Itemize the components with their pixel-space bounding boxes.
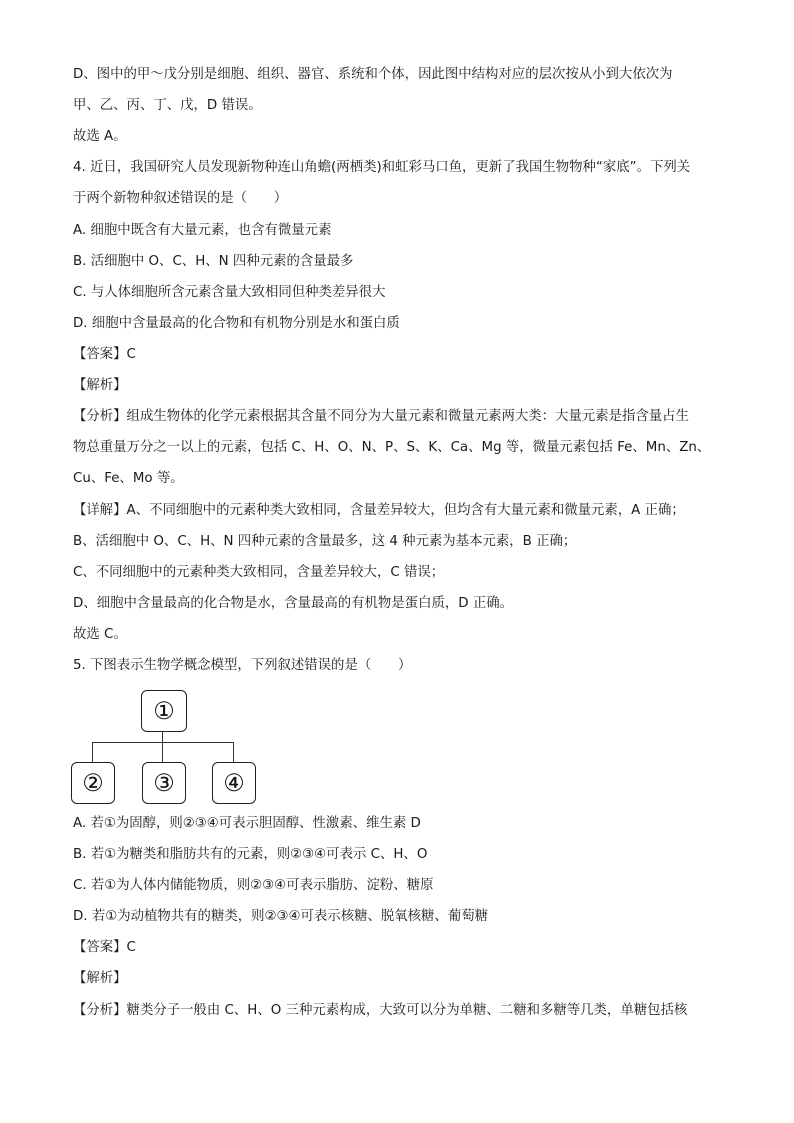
diagram-box-child: ②	[71, 762, 115, 804]
option-b: B. 活细胞中 O、C、H、N 四种元素的含量最多	[73, 254, 354, 269]
option-b: B. 若①为糖类和脂肪共有的元素，则②③④可表示 C、H、O	[73, 847, 428, 862]
connector-line	[233, 742, 234, 762]
option-a: A. 细胞中既含有大量元素，也含有微量元素	[73, 223, 332, 238]
detail-text: C、不同细胞中的元素种类大致相同，含量差异较大，C 错误；	[73, 565, 445, 580]
analysis-label: 【解析】	[73, 971, 127, 986]
analysis-text: 物总重量万分之一以上的元素，包括 C、H、O、N、P、S、K、Ca、Mg 等，微量元素包括 Fe、Mn、Zn、	[73, 440, 711, 455]
text-line: 甲、乙、丙、丁、戊，D 错误。	[73, 98, 262, 113]
analysis-text: 【分析】组成生物体的化学元素根据其含量不同分为大量元素和微量元素两大类：大量元素是指含量占生	[73, 409, 689, 424]
question-4-stem: 4. 近日，我国研究人员发现新物种连山角蟾(两栖类)和虹彩马口鱼，更新了我国生物物种“家底”。下列关	[73, 160, 691, 175]
analysis-label: 【解析】	[73, 378, 127, 393]
diagram-box-child: ③	[142, 762, 186, 804]
option-c: C. 若①为人体内储能物质，则②③④可表示脂肪、淀粉、糖原	[73, 878, 434, 893]
diagram-box-top: ①	[141, 690, 187, 732]
connector-line	[162, 742, 163, 762]
answer-label: 【答案】C	[73, 347, 136, 362]
detail-text: B、活细胞中 O、C、H、N 四种元素的含量最多，这 4 种元素为基本元素，B 正确；	[73, 534, 577, 549]
text-line: 故选 A。	[73, 129, 127, 144]
answer-label: 【答案】C	[73, 940, 136, 955]
option-d: D. 细胞中含量最高的化合物和有机物分别是水和蛋白质	[73, 316, 400, 331]
concept-model-diagram	[70, 688, 260, 806]
diagram-box-child: ④	[212, 762, 256, 804]
detail-text: D、细胞中含量最高的化合物是水，含量最高的有机物是蛋白质，D 正确。	[73, 596, 513, 611]
question-4-stem: 于两个新物种叙述错误的是（ ）	[73, 191, 288, 206]
connector-line	[162, 731, 163, 742]
option-d: D. 若①为动植物共有的糖类，则②③④可表示核糖、脱氧核糖、葡萄糖	[73, 909, 488, 924]
conclusion-text: 故选 C。	[73, 627, 127, 642]
analysis-text: Cu、Fe、Mo 等。	[73, 471, 184, 486]
analysis-text: 【分析】糖类分子一般由 C、H、O 三种元素构成，大致可以分为单糖、二糖和多糖等几类，单糖包括核	[73, 1003, 688, 1018]
option-c: C. 与人体细胞所含元素含量大致相同但种类差异很大	[73, 285, 386, 300]
question-5-stem: 5. 下图表示生物学概念模型，下列叙述错误的是（ ）	[73, 658, 412, 673]
option-a: A. 若①为固醇，则②③④可表示胆固醇、性激素、维生素 D	[73, 816, 421, 831]
text-line: D、图中的甲～戊分别是细胞、组织、器官、系统和个体，因此图中结构对应的层次按从小到大依次为	[73, 67, 673, 82]
detail-text: 【详解】A、不同细胞中的元素种类大致相同，含量差异较大，但均含有大量元素和微量元素，A 正确；	[73, 503, 685, 518]
connector-line	[92, 742, 93, 762]
